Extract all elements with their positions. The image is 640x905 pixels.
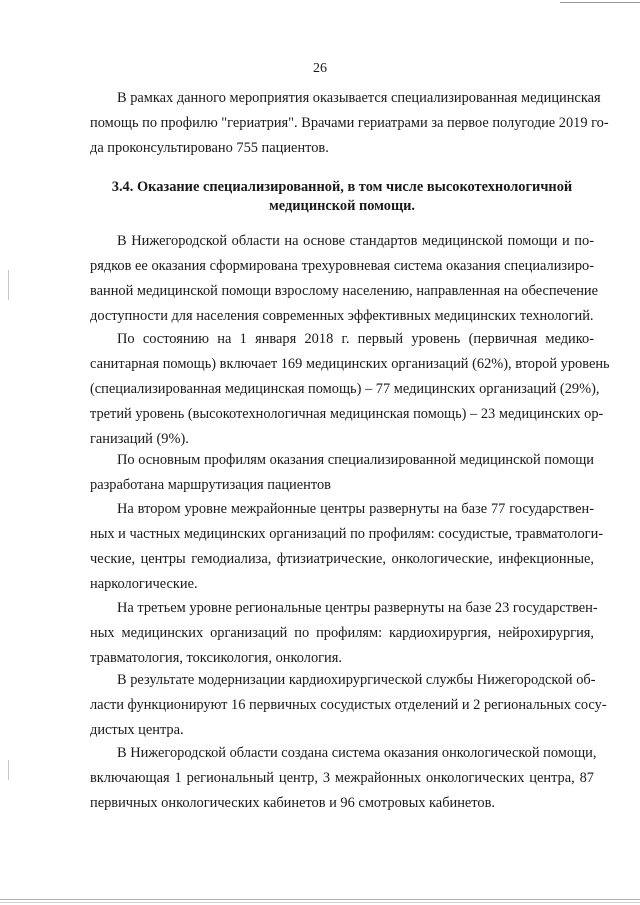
text-line: да проконсультировано 755 пациентов. xyxy=(90,140,329,156)
text-line: ласти функционируют 16 первичных сосудистых отделений и 2 региональных сосу- xyxy=(90,697,607,713)
text-line: В результате модернизации кардиохирургической службы Нижегородской об- xyxy=(117,672,596,688)
text-line: первичных онкологических кабинетов и 96 смотровых кабинетов. xyxy=(90,795,495,811)
scan-edge-line xyxy=(560,2,640,3)
text-line: травматология, токсикология, онкология. xyxy=(90,650,342,666)
text-line: По основным профилям оказания специализированной медицинской помощи xyxy=(117,452,594,468)
text-line: третий уровень (высокотехнологичная медицинская помощь) – 23 медицинских ор- xyxy=(90,406,604,422)
paragraph xyxy=(90,596,598,671)
text-line: ных и частных медицинских организаций по профилям: сосудистые, травматологи- xyxy=(90,526,604,542)
heading-line: медицинской помощи. xyxy=(268,198,416,214)
scan-edge-line xyxy=(0,902,640,903)
paragraph xyxy=(90,668,607,743)
text-line: санитарная помощь) включает 169 медицинских организаций (62%), второй уровень xyxy=(90,356,610,372)
text-line: ганизаций (9%). xyxy=(90,431,189,447)
heading-line: 3.4. Оказание специализированной, в том числе высокотехнологичной xyxy=(111,179,573,195)
text-line: В рамках данного мероприятия оказывается специализированная медицинская xyxy=(117,90,601,106)
text-line: ванной медицинской помощи взрослому населению, направленная на обеспечение xyxy=(90,283,598,299)
text-line: ных медицинских организаций по профилям: кардиохирургия, нейрохирургия, xyxy=(90,625,594,641)
paragraph xyxy=(90,327,610,452)
paragraph xyxy=(90,741,597,816)
section-heading xyxy=(90,178,594,216)
text-line: включающая 1 региональный центр, 3 межрайонных онкологических центра, 87 xyxy=(90,770,594,786)
text-line: наркологические. xyxy=(90,576,198,592)
text-line: По состоянию на 1 января 2018 г. первый уровень (первичная медико- xyxy=(117,331,594,347)
scan-margin-mark xyxy=(8,760,9,780)
text-line: В Нижегородской области на основе стандартов медицинской помощи и по- xyxy=(117,233,594,249)
paragraph xyxy=(90,497,604,597)
text-line: разработана маршрутизация пациентов xyxy=(90,477,331,493)
text-line: помощь по профилю "гериатрия". Врачами гериатрами за первое полугодие 2019 го- xyxy=(90,115,609,131)
paragraph xyxy=(90,229,598,329)
scan-margin-mark xyxy=(8,270,9,300)
text-line: В Нижегородской области создана система оказания онкологической помощи, xyxy=(117,745,597,761)
text-line: На втором уровне межрайонные центры развернуты на базе 77 государствен- xyxy=(117,501,594,517)
paragraph xyxy=(90,448,594,498)
text-line: ческие, центры гемодиализа, фтизиатрические, онкологические, инфекционные, xyxy=(90,551,594,567)
text-line: рядков ее оказания сформирована трехуровневая система оказания специализиро- xyxy=(90,258,594,274)
intro-paragraph xyxy=(90,86,609,161)
text-line: (специализированная медицинская помощь) – 77 медицинских организаций (29%), xyxy=(90,381,600,397)
text-line: доступности для населения современных эффективных медицинских технологий. xyxy=(90,308,594,324)
scan-edge-line xyxy=(0,899,640,900)
text-line: На третьем уровне региональные центры развернуты на базе 23 государствен- xyxy=(117,600,598,616)
page-number: 26 xyxy=(313,61,327,76)
text-line: дистых центра. xyxy=(90,722,184,738)
